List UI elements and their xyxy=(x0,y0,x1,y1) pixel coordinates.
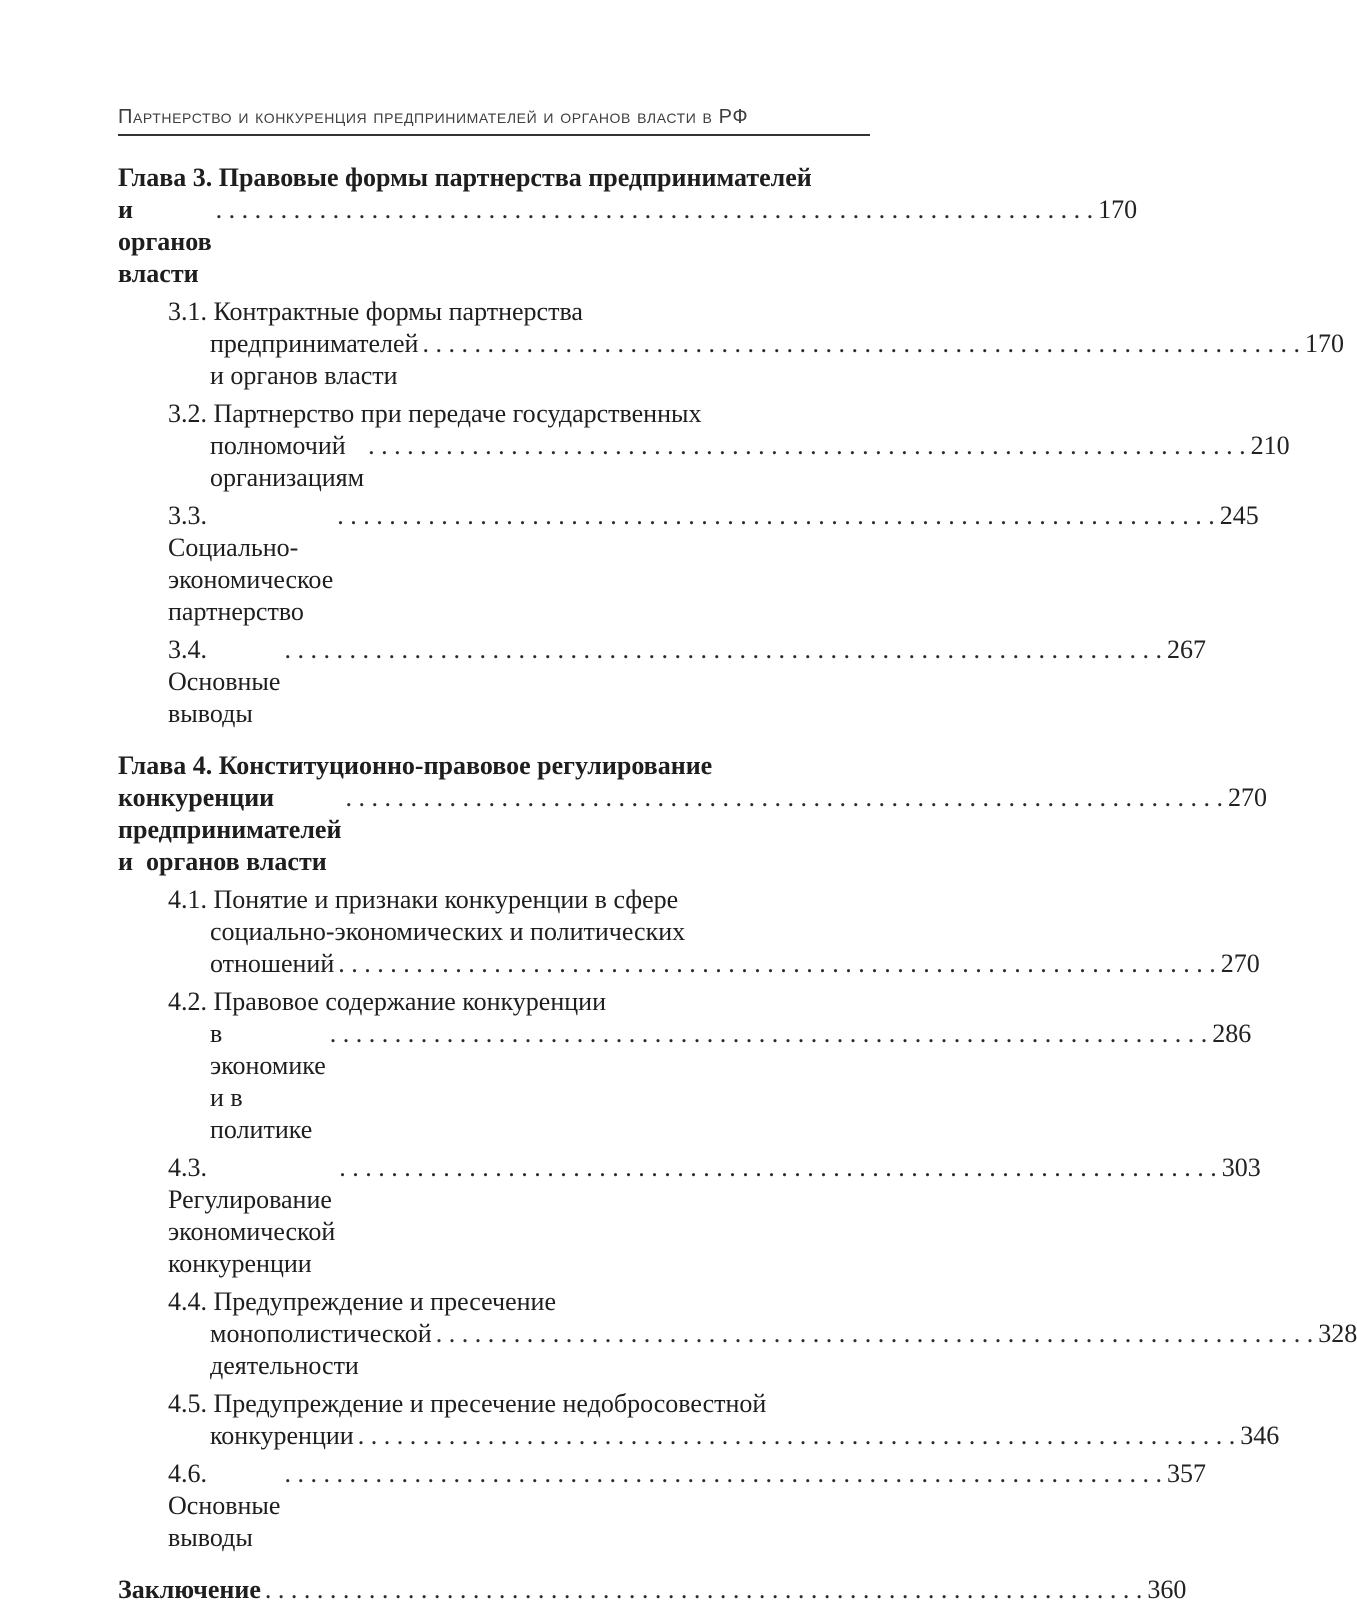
toc-entry-4-5 xyxy=(118,1388,1280,1452)
toc-entry-3-3 xyxy=(118,500,1259,628)
toc-text: и органов власти xyxy=(118,195,219,288)
toc-line xyxy=(168,1152,1261,1280)
dot-leader xyxy=(337,500,1215,532)
dot-leader xyxy=(338,948,1216,980)
page-number: 245 xyxy=(1219,501,1259,530)
toc-line xyxy=(168,1018,1252,1146)
toc-line xyxy=(118,750,870,782)
toc-text: 3.2. Партнерство при передаче государственных xyxy=(168,399,702,428)
page-number: 267 xyxy=(1166,635,1206,664)
toc-text: конкуренции предпринимателей и органов власти xyxy=(118,783,348,876)
toc-text: Глава 4. Конституционно-правовое регулирование xyxy=(118,751,713,780)
running-header-title: Партнерство и конкуренция предпринимателей и органов власти в РФ xyxy=(118,106,749,128)
dot-leader xyxy=(339,1152,1217,1184)
toc-line xyxy=(118,1574,1187,1606)
dot-leader xyxy=(284,634,1162,666)
toc-line xyxy=(168,1318,1357,1382)
page-number: 360 xyxy=(1147,1575,1187,1604)
toc-entry-3-4 xyxy=(118,634,1206,730)
toc-text: 4.2. Правовое содержание конкуренции xyxy=(168,987,606,1016)
toc-entry-4-2 xyxy=(118,986,1252,1146)
toc-entry-3-2 xyxy=(118,398,1290,494)
toc-text: Заключение xyxy=(118,1575,261,1604)
dot-leader xyxy=(216,194,1094,226)
toc-line xyxy=(168,916,870,948)
toc-text: монополистической деятельности xyxy=(210,1319,439,1380)
toc-entry-4-6 xyxy=(118,1458,1206,1554)
toc-line xyxy=(168,296,870,328)
toc-text: 4.6. Основные выводы xyxy=(168,1459,287,1552)
dot-leader xyxy=(422,328,1300,360)
toc-text: 4.3. Регулирование экономической конкуренции xyxy=(168,1153,342,1278)
toc-line xyxy=(168,986,870,1018)
table-of-contents xyxy=(118,162,1357,1606)
page-number: 346 xyxy=(1240,1421,1280,1450)
page-number: 303 xyxy=(1221,1153,1261,1182)
dot-leader xyxy=(330,1018,1208,1050)
toc-line xyxy=(168,1420,1280,1452)
page-number: 286 xyxy=(1212,1019,1252,1048)
toc-text: 3.3. Социально-экономическое партнерство xyxy=(168,501,340,626)
toc-entry-4-3 xyxy=(118,1152,1261,1280)
dot-leader xyxy=(284,1458,1162,1490)
toc-line xyxy=(118,782,1267,878)
toc-line xyxy=(168,1286,870,1318)
toc-line xyxy=(168,398,870,430)
toc-line xyxy=(118,162,870,194)
page-number: 357 xyxy=(1166,1459,1206,1488)
page-number: 270 xyxy=(1227,783,1267,812)
dot-leader xyxy=(265,1574,1143,1606)
page-number: 210 xyxy=(1250,431,1290,460)
toc-line xyxy=(118,194,1138,290)
dot-leader xyxy=(436,1318,1314,1350)
toc-line xyxy=(168,430,1290,494)
toc-entry-chapter-4 xyxy=(118,750,1267,878)
toc-entry-4-1 xyxy=(118,884,1260,980)
toc-entry-conclusion xyxy=(118,1574,1187,1606)
toc-text: 4.1. Понятие и признаки конкуренции в сфере xyxy=(168,885,679,914)
page-number: 170 xyxy=(1098,195,1138,224)
toc-line xyxy=(168,1458,1206,1554)
toc-line xyxy=(168,1388,870,1420)
dot-leader xyxy=(368,430,1246,462)
toc-text: 3.1. Контрактные формы партнерства xyxy=(168,297,583,326)
toc-text: предпринимателей и органов власти xyxy=(210,329,425,390)
toc-line xyxy=(168,884,870,916)
page-number: 328 xyxy=(1318,1319,1357,1348)
toc-text: 3.4. Основные выводы xyxy=(168,635,287,728)
toc-text: 4.5. Предупреждение и пресечение недобросовестной xyxy=(168,1389,767,1418)
toc-entry-3-1 xyxy=(118,296,1344,392)
toc-text: социально-экономических и политических xyxy=(210,917,686,946)
toc-text: отношений xyxy=(210,949,335,978)
toc-entry-chapter-3 xyxy=(118,162,1138,290)
running-header xyxy=(118,106,870,136)
toc-line xyxy=(168,634,1206,730)
toc-line xyxy=(168,500,1259,628)
dot-leader xyxy=(358,1420,1236,1452)
dot-leader xyxy=(345,782,1223,814)
toc-line xyxy=(168,948,1260,980)
page-number: 270 xyxy=(1220,949,1260,978)
toc-text: Глава 3. Правовые формы партнерства предпринимателей xyxy=(118,163,812,192)
toc-text: в экономике и в политике xyxy=(210,1019,333,1144)
toc-text: полномочий организациям xyxy=(210,431,365,492)
toc-text: конкуренции xyxy=(210,1421,354,1450)
page-number: 170 xyxy=(1304,329,1344,358)
toc-text: 4.4. Предупреждение и пресечение xyxy=(168,1287,557,1316)
toc-line xyxy=(168,328,1344,392)
toc-entry-4-4 xyxy=(118,1286,1357,1382)
